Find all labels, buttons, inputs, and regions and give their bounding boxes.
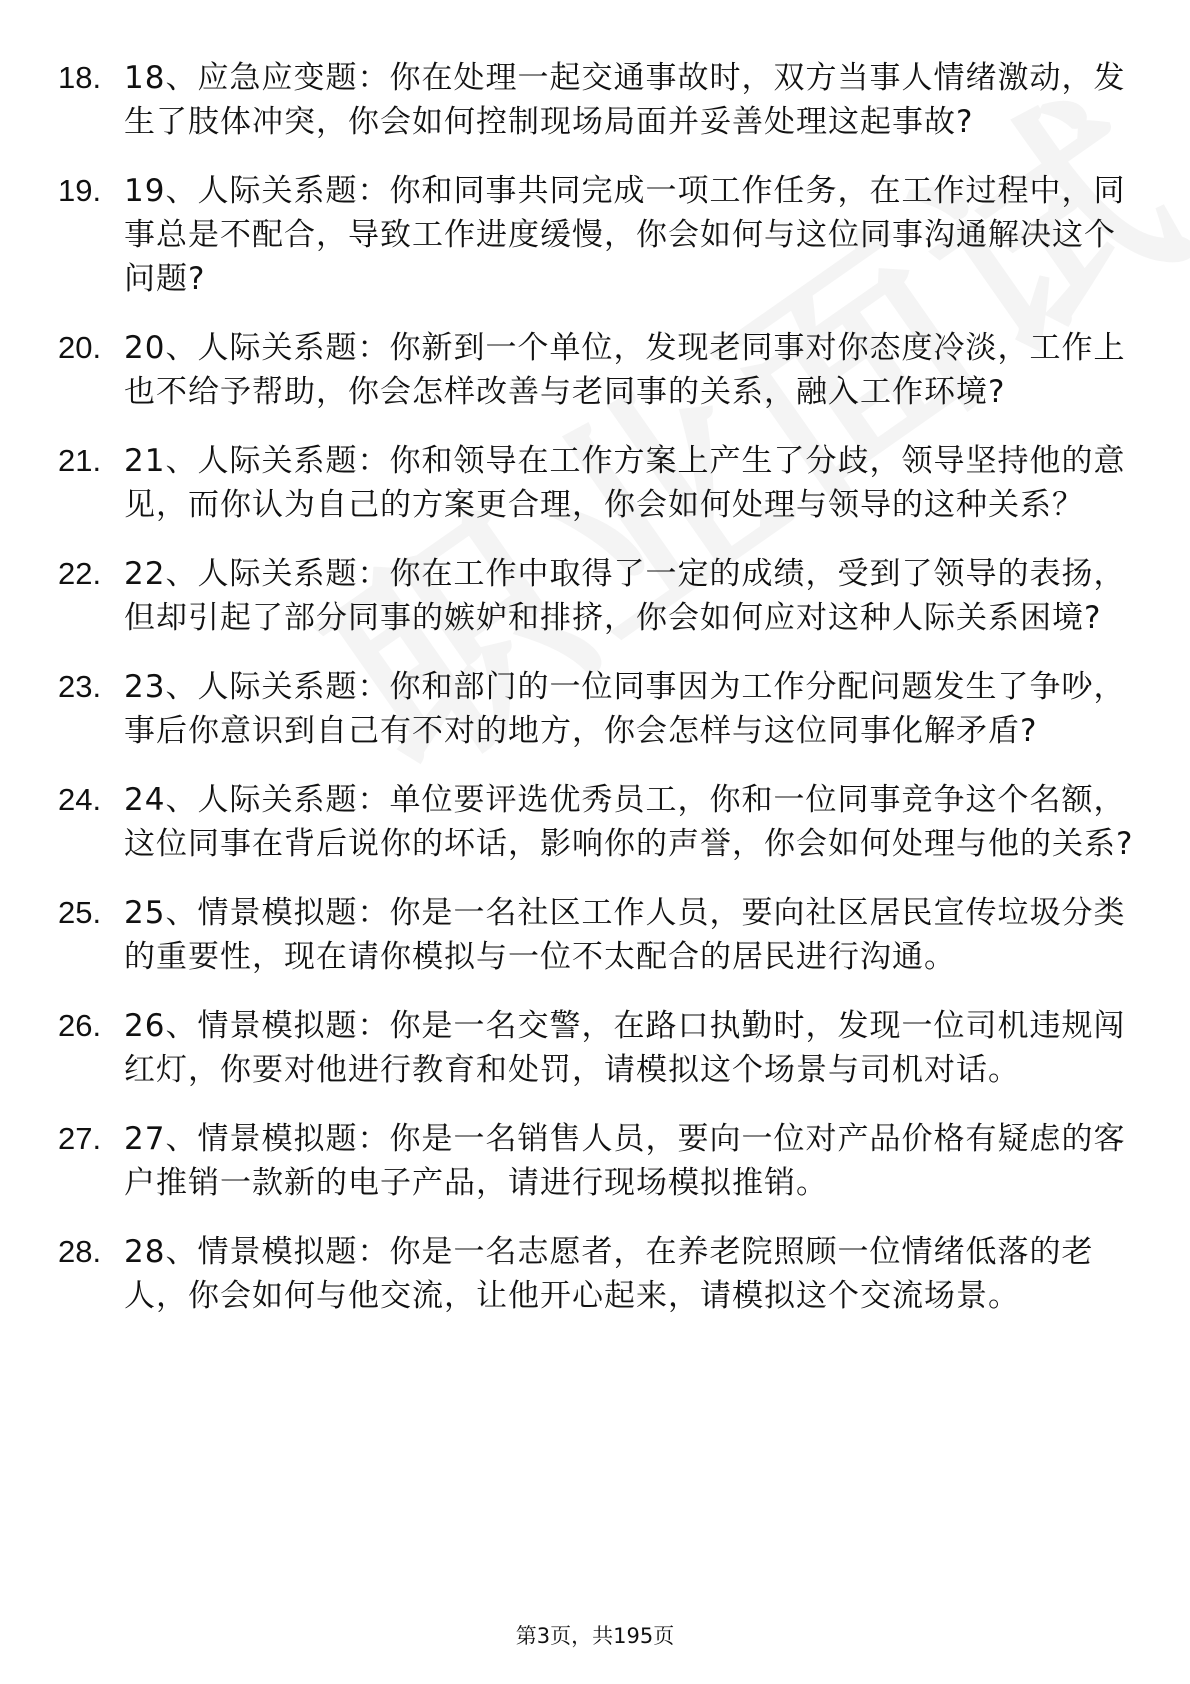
question-text: 26、情景模拟题：你是一名交警，在路口执勤时，发现一位司机违规闯红灯，你要对他进行教育和处罚，请模拟这个场景与司机对话。	[124, 1008, 1126, 1088]
question-text: 28、情景模拟题：你是一名志愿者，在养老院照顾一位情绪低落的老人，你会如何与他交流，让他开心起来，请模拟这个交流场景。	[124, 1234, 1094, 1314]
question-text: 24、人际关系题：单位要评选优秀员工，你和一位同事竞争这个名额，这位同事在背后说你的坏话，影响你的声誉，你会如何处理与他的关系?	[124, 782, 1134, 862]
question-item	[58, 778, 1138, 866]
question-number: 20.	[58, 330, 102, 365]
question-text: 23、人际关系题：你和部门的一位同事因为工作分配问题发生了争吵，事后你意识到自己有不对的地方，你会怎样与这位同事化解矛盾?	[124, 669, 1126, 749]
page-footer: 第3页，共195页	[515, 1624, 675, 1648]
question-text: 27、情景模拟题：你是一名销售人员，要向一位对产品价格有疑虑的客户推销一款新的电子产品，请进行现场模拟推销。	[124, 1121, 1126, 1201]
question-text: 21、人际关系题：你和领导在工作方案上产生了分歧，领导坚持他的意见，而你认为自己的方案更合理，你会如何处理与领导的这种关系？	[124, 443, 1126, 523]
question-item	[58, 1230, 1138, 1318]
question-text: 22、人际关系题：你在工作中取得了一定的成绩，受到了领导的表扬，但却引起了部分同事的嫉妒和排挤，你会如何应对这种人际关系困境?	[124, 556, 1126, 636]
question-item	[58, 891, 1138, 979]
question-number: 26.	[58, 1008, 102, 1043]
question-number: 19.	[58, 173, 102, 208]
question-item	[58, 326, 1138, 414]
question-number: 18.	[58, 60, 102, 95]
question-number: 23.	[58, 669, 102, 704]
question-item	[58, 665, 1138, 753]
question-number: 28.	[58, 1234, 102, 1269]
question-text: 18、应急应变题：你在处理一起交通事故时，双方当事人情绪激动，发生了肢体冲突，你会如何控制现场局面并妥善处理这起事故?	[124, 60, 1126, 140]
question-number: 21.	[58, 443, 102, 478]
question-text: 20、人际关系题：你新到一个单位，发现老同事对你态度冷淡，工作上也不给予帮助，你会怎样改善与老同事的关系，融入工作环境?	[124, 330, 1126, 410]
question-number: 27.	[58, 1121, 102, 1156]
question-number: 24.	[58, 782, 102, 817]
question-text: 25、情景模拟题：你是一名社区工作人员，要向社区居民宣传垃圾分类的重要性，现在请你模拟与一位不太配合的居民进行沟通。	[124, 895, 1126, 975]
question-item	[58, 439, 1138, 527]
question-number: 25.	[58, 895, 102, 930]
question-item	[58, 56, 1138, 144]
question-item	[58, 1004, 1138, 1092]
question-item	[58, 169, 1138, 301]
question-item	[58, 552, 1138, 640]
question-list	[58, 56, 1138, 1343]
question-number: 22.	[58, 556, 102, 591]
question-item	[58, 1117, 1138, 1205]
question-text: 19、人际关系题：你和同事共同完成一项工作任务，在工作过程中，同事总是不配合，导致工作进度缓慢，你会如何与这位同事沟通解决这个问题?	[124, 173, 1126, 297]
